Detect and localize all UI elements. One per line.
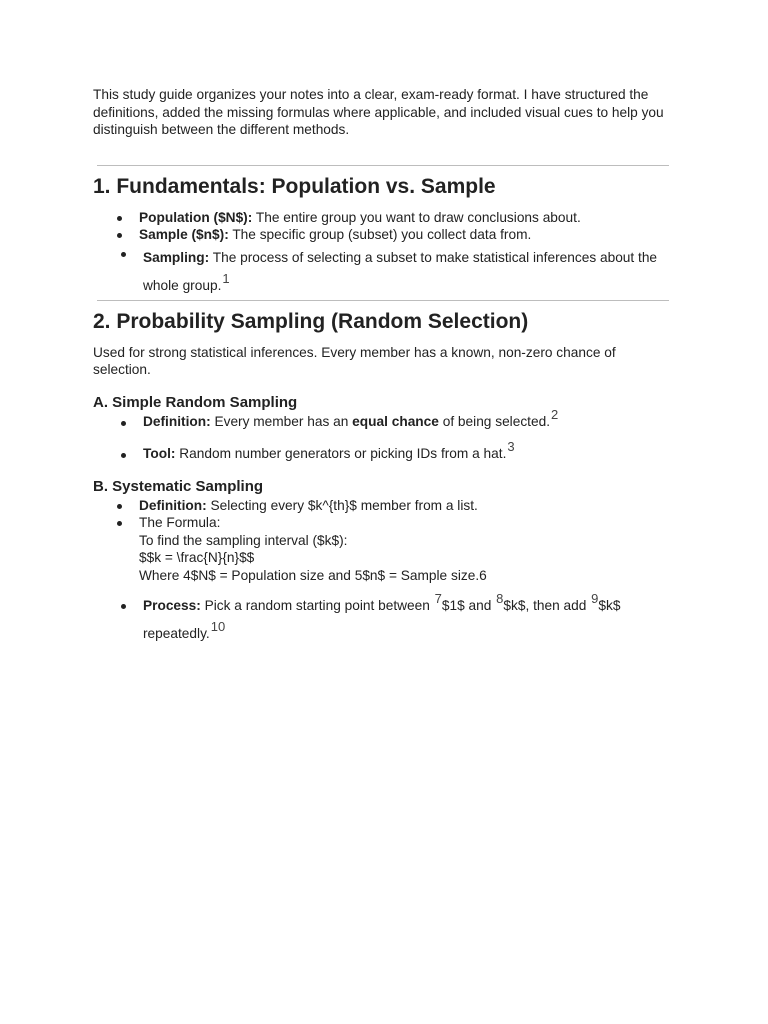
desc-sample: The specific group (subset) you collect data from. xyxy=(228,227,532,242)
section1-heading: 1. Fundamentals: Population vs. Sample xyxy=(93,174,496,198)
process-text-1: Pick a random starting point between xyxy=(200,598,434,613)
formula-equation: $$k = \frac{N}{n}$$ xyxy=(139,550,255,565)
process-text-3: $k$, then add xyxy=(503,598,591,613)
footnote-ref: 1 xyxy=(222,270,230,286)
list-item-sampling xyxy=(93,244,673,300)
bullet-icon xyxy=(121,604,126,609)
bullet-icon xyxy=(117,504,122,509)
definition-text-post: of being selected. xyxy=(438,413,551,429)
process-text-2: $1$ and xyxy=(441,598,496,613)
bullet-icon xyxy=(121,252,126,257)
fundamentals-list xyxy=(93,209,673,300)
simple-random-list xyxy=(93,406,673,463)
intro-paragraph: This study guide organizes your notes into a clear, exam-ready format. I have structured the definitions, added the missing formulas where applicable, and included visual cues to help you distinguish between the different methods. xyxy=(93,87,664,137)
section2-intro: Used for strong statistical inferences. Every member has a known, non-zero chance of selection. xyxy=(93,344,616,377)
list-item-process xyxy=(93,592,673,648)
equal-chance-emphasis: equal chance xyxy=(352,413,439,429)
footnote-ref: 3 xyxy=(507,438,515,454)
tool-text: Random number generators or picking IDs from a hat. xyxy=(175,445,507,461)
bullet-icon xyxy=(121,453,126,458)
formula-intro: To find the sampling interval ($k$): xyxy=(139,532,348,548)
subsection-a-heading: A. Simple Random Sampling xyxy=(93,393,298,411)
footnote-ref: 9 xyxy=(591,591,599,606)
bullet-icon xyxy=(121,421,126,426)
term-population: Population ($N$): xyxy=(139,209,253,225)
section-divider-2 xyxy=(97,300,669,301)
term-tool: Tool: xyxy=(143,445,176,461)
term-sample: Sample ($n$): xyxy=(139,227,229,242)
term-definition: Definition: xyxy=(143,413,211,429)
desc-sampling: The process of selecting a subset to make statistical inferences about the whole group. xyxy=(143,249,658,293)
footnote-ref: 2 xyxy=(551,406,559,422)
footnote-ref: 7 xyxy=(434,591,442,606)
list-item-tool xyxy=(93,438,673,463)
section-divider-1 xyxy=(97,165,669,166)
definition-text-pre: Every member has an xyxy=(210,413,353,429)
term-process: Process: xyxy=(143,598,201,613)
term-sampling: Sampling: xyxy=(143,249,210,265)
bullet-icon xyxy=(117,521,122,526)
footnote-ref: 10 xyxy=(210,619,226,634)
bullet-icon xyxy=(117,216,122,221)
section2-heading: 2. Probability Sampling (Random Selection) xyxy=(93,309,529,333)
list-item-definition-b xyxy=(93,497,673,515)
study-guide-document xyxy=(93,86,673,648)
footnote-ref: 8 xyxy=(496,591,504,606)
desc-population: The entire group you want to draw conclusions about. xyxy=(252,209,581,225)
process-text-4: $k$ repeatedly. xyxy=(143,598,621,641)
formula-legend: Where 4$N$ = Population size and 5$n$ = Sample size.6 xyxy=(139,567,487,583)
formula-label: The Formula: xyxy=(139,515,221,530)
list-item-formula xyxy=(93,514,673,584)
list-item-sample xyxy=(93,226,673,244)
list-item-population xyxy=(93,209,673,227)
definition-text: Selecting every $k^{th}$ member from a list. xyxy=(206,497,478,513)
list-item-definition-a xyxy=(93,406,673,431)
term-definition: Definition: xyxy=(139,497,207,513)
systematic-list xyxy=(93,497,673,649)
bullet-icon xyxy=(117,233,122,238)
subsection-b-heading: B. Systematic Sampling xyxy=(93,477,264,495)
